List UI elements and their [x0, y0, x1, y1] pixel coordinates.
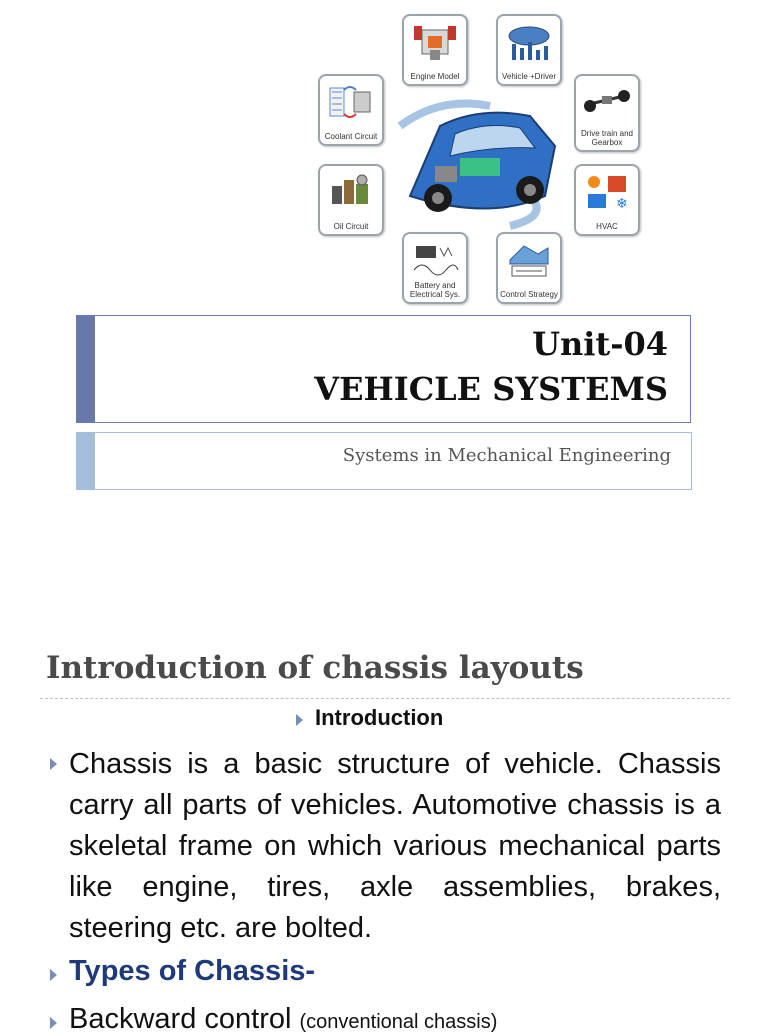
- types-of-chassis-label: Types of Chassis-: [69, 955, 316, 987]
- heading-divider: [40, 698, 730, 699]
- tile-label: Coolant Circuit: [324, 132, 378, 141]
- subtitle-box: [76, 432, 692, 490]
- tile-control-strategy: [496, 232, 562, 304]
- tile-vehicle-driver: [496, 14, 562, 86]
- vehicle-systems-title: VEHICLE SYSTEMS: [314, 370, 668, 408]
- tile-coolant-circuit: [318, 74, 384, 146]
- tile-engine-model: [402, 14, 468, 86]
- bullet-arrow-icon: [50, 758, 57, 770]
- tile-label: Control Strategy: [500, 290, 558, 299]
- battery-icon: [410, 240, 460, 280]
- backward-control-label: Backward control: [69, 1003, 292, 1035]
- slide-heading: Introduction of chassis layouts: [46, 650, 584, 686]
- tile-label: Drive train and Gearbox: [580, 129, 634, 147]
- tile-drivetrain-gearbox: [574, 74, 640, 152]
- drivetrain-icon: [582, 82, 632, 122]
- bullet-arrow-icon: [50, 969, 57, 981]
- tile-label: Engine Model: [410, 72, 460, 81]
- tile-battery-electrical: [402, 232, 468, 304]
- title-accent-bar: [77, 316, 95, 422]
- svg-text:❄: ❄: [616, 196, 628, 212]
- car-icon: [380, 86, 580, 236]
- coolant-icon: [326, 82, 376, 122]
- bullet-arrow-icon: [296, 714, 303, 726]
- bullet-arrow-icon: [50, 1017, 57, 1029]
- subtitle: Systems in Mechanical Engineering: [342, 445, 671, 466]
- engine-icon: [410, 22, 460, 62]
- backward-control-item: [69, 1003, 497, 1036]
- vehicle-systems-diagram: [310, 8, 650, 308]
- tile-label: Vehicle +Driver: [501, 72, 557, 81]
- control-icon: [504, 240, 554, 280]
- title-box: [76, 315, 691, 423]
- tile-oil-circuit: [318, 164, 384, 236]
- chassis-definition-paragraph: Chassis is a basic structure of vehicle. Chassis carry all parts of vehicles. Automotive chassis is a skeletal frame on which various mechanical parts like engine, tires, axle assemblies, brakes, steering etc. are bolted.: [69, 748, 721, 944]
- unit-title: Unit-04: [532, 325, 668, 363]
- tile-label: Oil Circuit: [333, 222, 369, 231]
- tile-label: HVAC: [596, 222, 618, 231]
- tile-label: Battery and Electrical Sys.: [409, 281, 461, 299]
- conventional-chassis-note: (conventional chassis): [299, 1011, 498, 1033]
- tile-hvac: [574, 164, 640, 236]
- subtitle-accent-bar: [77, 433, 95, 489]
- hvac-icon: [582, 172, 632, 212]
- intro-label: Introduction: [315, 705, 444, 730]
- driver-icon: [504, 22, 554, 62]
- oil-icon: [326, 172, 376, 212]
